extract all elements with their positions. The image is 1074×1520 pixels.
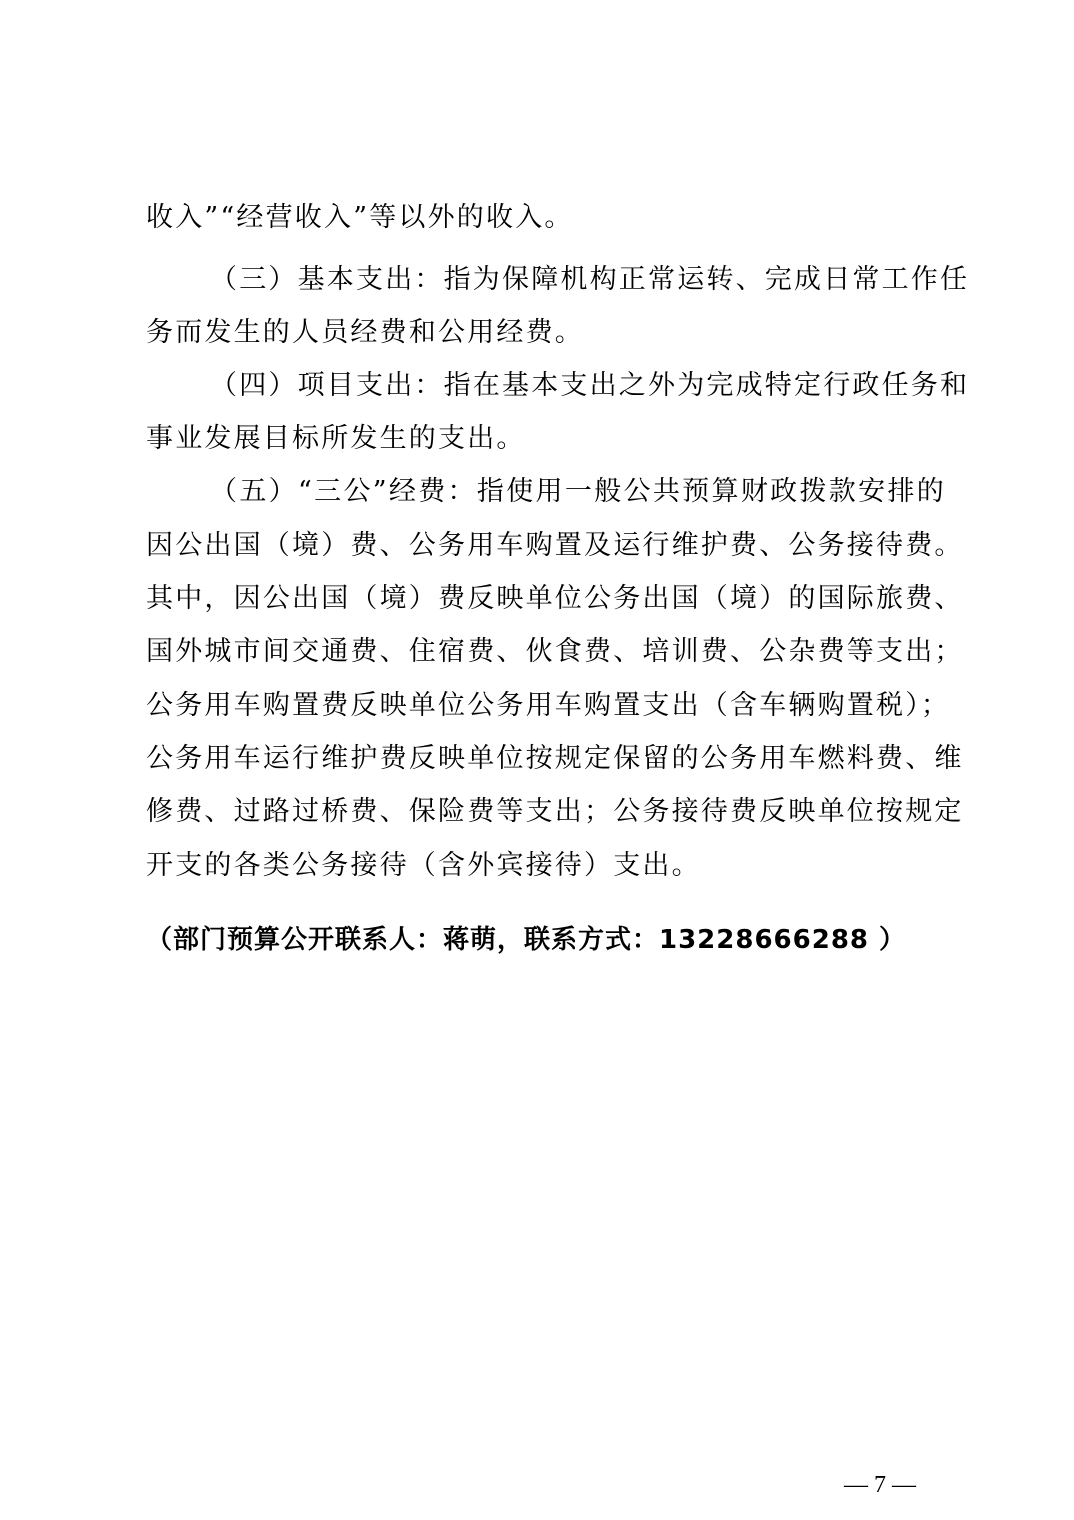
text-line-8: 其中，因公出国（境）费反映单位公务出国（境）的国际旅费、: [146, 583, 964, 614]
text-line-12: 修费、过路过桥费、保险费等支出；公务接待费反映单位按规定: [146, 796, 964, 827]
page-number: — 7 —: [844, 1472, 916, 1498]
text-line-10: 公务用车购置费反映单位公务用车购置支出（含车辆购置税）；: [146, 690, 951, 721]
text-line-6: （五）“三公”经费：指使用一般公共预算财政拨款安排的: [210, 476, 946, 507]
text-line-4: （四）项目支出：指在基本支出之外为完成特定行政任务和: [210, 370, 970, 401]
text-line-9: 国外城市间交通费、住宿费、伙食费、培训费、公杂费等支出；: [146, 636, 964, 667]
text-line-3: 务而发生的人员经费和公用经费。: [146, 317, 584, 348]
text-line-13: 开支的各类公务接待（含外宾接待）支出。: [146, 850, 701, 881]
text-line-2: （三）基本支出：指为保障机构正常运转、完成日常工作任: [210, 264, 970, 295]
contact-info: （部门预算公开联系人：蒋萌，联系方式：13228666288 ）: [146, 925, 907, 955]
text-line-1: 收入”“经营收入”等以外的收入。: [146, 202, 574, 233]
text-line-11: 公务用车运行维护费反映单位按规定保留的公务用车燃料费、维: [146, 743, 964, 774]
text-line-7: 因公出国（境）费、公务用车购置及运行维护费、公务接待费。: [146, 530, 964, 561]
text-line-5: 事业发展目标所发生的支出。: [146, 423, 526, 454]
